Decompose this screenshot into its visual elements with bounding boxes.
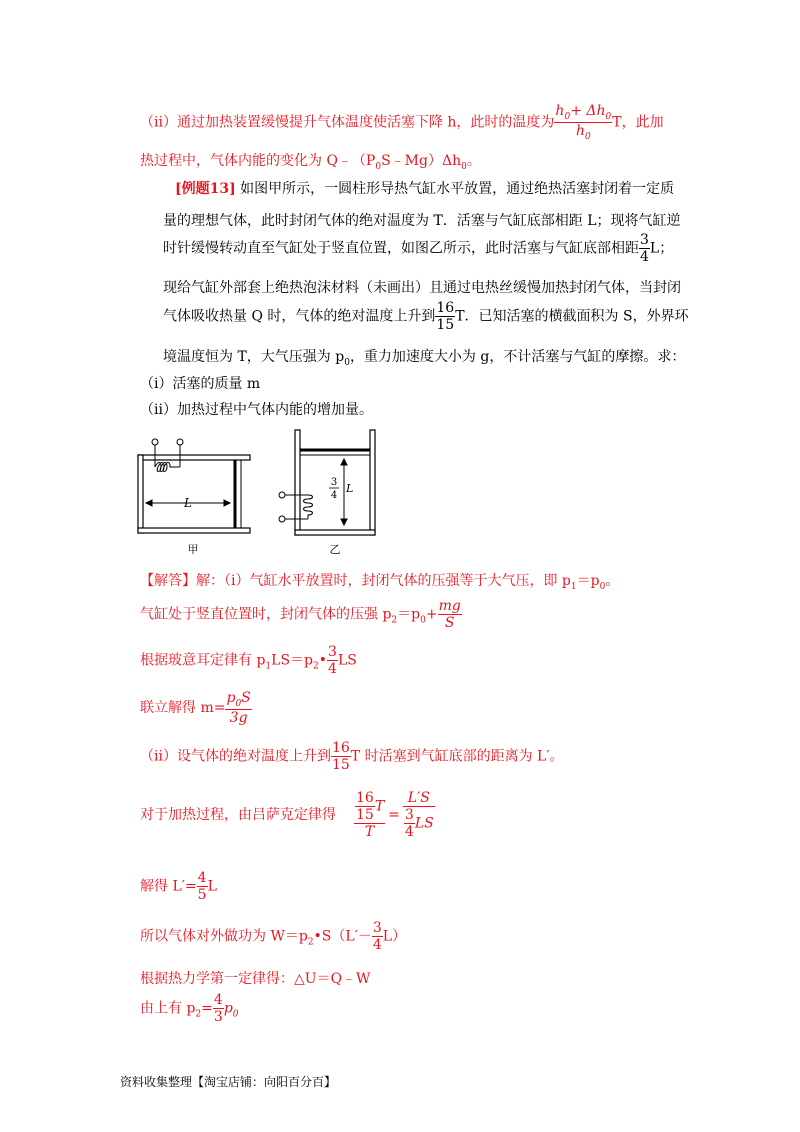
solution-line10: 由上有 $p_2=$ $\frac{4}{3}$ $p_0$ xyxy=(140,992,239,1026)
solution-line2: 气缸处于竖直位置时，封闭气体的压强 $p_2=p_0+$ $\frac{mg}{S}$ xyxy=(140,598,461,632)
solution-line8: 所以气体对外做功为 $W=p_2•S(L'-$ $\frac{3}{4}$ L） xyxy=(140,920,407,954)
figure-yi-frac-num: 3 xyxy=(330,477,338,488)
example-line4: 现给气缸外部套上绝热泡沫材料（未画出）且通过电热丝缓慢加热封闭气体，当封闭 xyxy=(163,280,681,296)
example-line3: 时针缓慢转动直至气缸处于竖直位置，如图乙所示，此时活塞与气缸底部相距 $\frac{3}{4}$ L； xyxy=(163,232,674,266)
temperature-fraction: $\frac{h_0+ \Delta h_0}{h_0}$ xyxy=(555,103,612,142)
example-line2: 量的理想气体，此时封闭气体的绝对温度为 T．活塞与气缸底部相距 L；现将气缸逆 xyxy=(163,213,681,229)
part-ii-top-line1 xyxy=(140,103,664,142)
solution-line5: （ii）设气体的绝对温度上升到 $\frac{16}{15}$ T 时活塞到气缸底部的距离为 L′。 xyxy=(140,740,564,774)
figure-yi-L: L xyxy=(346,482,354,495)
part-ii-top-line2: 热过程中，气体内能的变化为 $Q﹣(P_0S﹣Mg)\Delta h_0$。 xyxy=(140,153,481,172)
text: T，此加 xyxy=(612,114,664,131)
example-label: [例题13] xyxy=(175,181,236,197)
solution-label: 【解答】 xyxy=(140,573,196,589)
example-line5: 气体吸收热量 Q 时，气体的绝对温度上升到 $\frac{16}{15}$ T．已知活塞的横截面积为 S，外界环 xyxy=(163,300,689,334)
example-line6: 境温度恒为 T，大气压强为 $p_0$，重力加速度大小为 g，不计活塞与气缸的摩擦。求： xyxy=(163,349,686,368)
text: （ii）通过加热装置缓慢提升气体温度使活塞下降 h，此时的温度为 xyxy=(140,114,555,131)
solution-line7: 解得 L′= $\frac{4}{5}$ L xyxy=(140,870,217,904)
example-line1: [例题13] 如图甲所示，一圆柱形导热气缸水平放置，通过绝热活塞封闭着一定质 xyxy=(175,181,675,197)
figure-cylinders xyxy=(130,425,390,560)
solution-line3: 根据玻意耳定律有 $p_1LS=p_2•$ $\frac{3}{4}$ LS xyxy=(140,644,357,678)
footer-source: 资料收集整理【淘宝店铺：向阳百分百】 xyxy=(120,1075,337,1089)
question-2: （ii）加热过程中气体内能的增加量。 xyxy=(140,402,373,418)
solution-line6: 对于加热过程，由吕萨克定律得 $\frac{16}{15}$ T T = L′S $\frac{3}{4}$ LS xyxy=(140,790,434,841)
solution-line9: 根据热力学第一定律得：△U＝Q﹣W xyxy=(140,971,371,987)
figure-yi-label: 乙 xyxy=(329,543,341,556)
figure-jia xyxy=(138,439,250,533)
solution-line4: 联立解得 m= $\frac{p_0S}{3g}$ xyxy=(140,690,251,727)
figure-jia-L: L xyxy=(184,496,192,510)
question-1: （i）活塞的质量 m xyxy=(140,376,261,392)
figure-yi xyxy=(279,430,375,535)
figure-jia-label: 甲 xyxy=(187,543,199,556)
figure-yi-frac-den: 4 xyxy=(330,490,338,501)
solution-line1: 【解答】解：（i）气缸水平放置时，封闭气体的压强等于大气压，即 $p_1=p_0$。 xyxy=(140,573,620,592)
